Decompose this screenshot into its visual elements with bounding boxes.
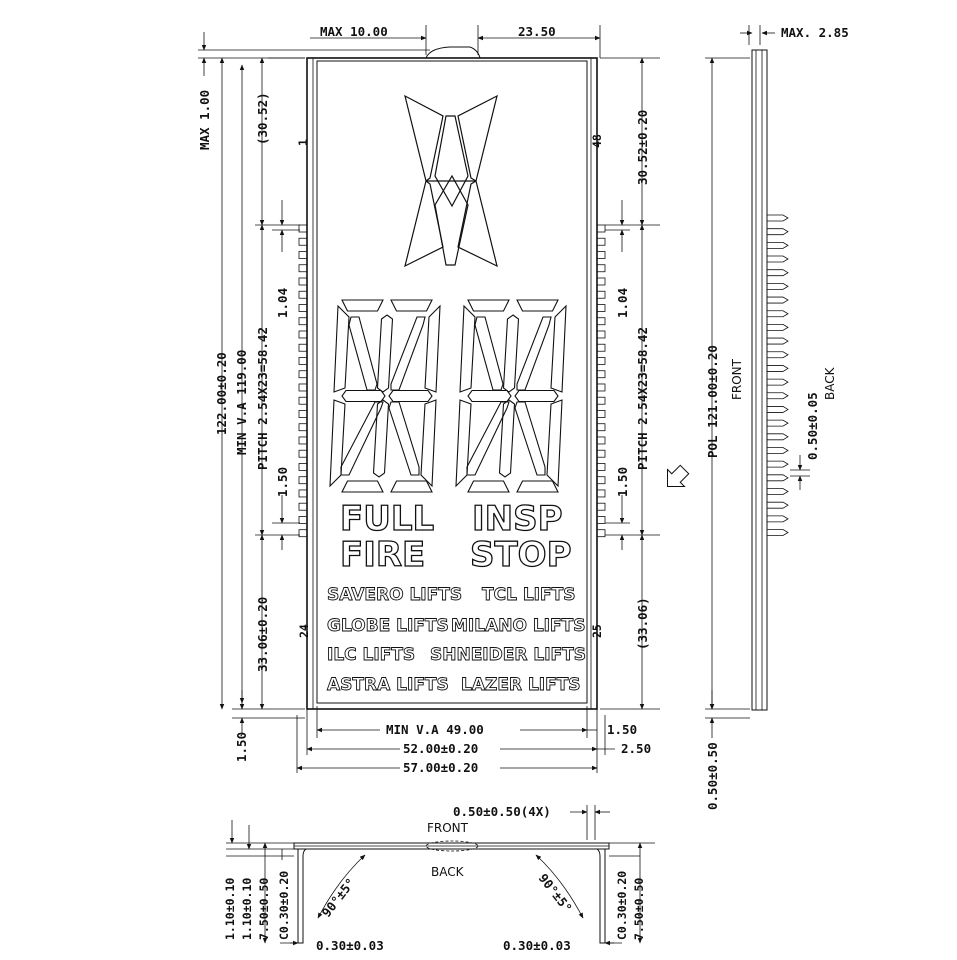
lcd-word-fire: FIRE: [340, 535, 426, 575]
dim-max-1: MAX 1.00: [197, 89, 212, 150]
dim-7-50-right: 7.50±0.50: [632, 877, 646, 940]
glass-outline: [307, 58, 597, 709]
lcd-brand: LAZER LIFTS: [461, 675, 581, 695]
segment: [342, 300, 383, 311]
side-pin: [767, 434, 788, 440]
segment: [330, 400, 345, 486]
pin: [299, 503, 307, 510]
side-pin: [767, 352, 788, 358]
segment: [517, 317, 551, 390]
pin: [597, 410, 605, 417]
module-side-view: [705, 25, 849, 810]
pin: [597, 304, 605, 311]
side-pin: [767, 215, 788, 221]
dimension-33-06-right: [635, 535, 650, 709]
dim-pitch-left: PITCH 2.54X23=58.42: [255, 327, 270, 470]
lcd-brand: TCL LIFTS: [482, 585, 576, 605]
lcd-brand: SAVERO LIFTS: [327, 585, 463, 605]
lcd-brand: ILC LIFTS: [327, 645, 416, 665]
side-pin: [767, 311, 788, 317]
dim-0-30-left: 0.30±0.03: [316, 938, 384, 953]
dim-min-va-119: MIN V.A 119.00: [234, 349, 249, 455]
label-back-end: BACK: [431, 865, 464, 879]
side-pin: [767, 420, 788, 426]
dim-max-2-85: MAX. 2.85: [781, 25, 849, 40]
pin: [597, 437, 605, 444]
dimension-30-52-left: [255, 58, 270, 225]
pin: [299, 424, 307, 431]
lcd-word-full: FULL: [340, 499, 435, 539]
side-pin: [767, 324, 788, 330]
pin: [299, 410, 307, 417]
dim-33-06: 33.06±0.20: [255, 596, 270, 672]
dimension-30-52-right: [635, 58, 650, 225]
pin: [597, 477, 605, 484]
pin: [597, 450, 605, 457]
pin: [597, 318, 605, 325]
lcd-brand: SHNEIDER LIFTS: [430, 645, 586, 665]
segment: [342, 481, 383, 492]
side-pin: [767, 489, 788, 495]
pin: [597, 344, 605, 351]
segment: [515, 391, 558, 402]
pin: [299, 304, 307, 311]
right-extension-lines: [600, 58, 660, 709]
segment: [551, 306, 566, 392]
dim-1-50-right: 1.50: [615, 466, 630, 497]
pin: [299, 225, 307, 232]
pin: [299, 318, 307, 325]
dim-1-10-a: 1.10±0.10: [223, 877, 237, 940]
segment: [391, 300, 432, 311]
orientation-arrow-icon: [659, 461, 693, 495]
pin: [299, 238, 307, 245]
dim-30-52: 30.52±0.20: [635, 109, 650, 185]
pin: [299, 251, 307, 258]
segment: [421, 400, 436, 486]
pin: [597, 397, 605, 404]
dim-1-04-right: 1.04: [615, 287, 630, 318]
dimension-52: [307, 740, 651, 756]
pin: [597, 225, 605, 232]
dimension-pitch-left: [255, 200, 300, 550]
pin: [299, 490, 307, 497]
dimension-min-va-119: [234, 65, 249, 703]
segment: [475, 317, 503, 390]
pin-number-24: 24: [297, 624, 311, 638]
pin: [299, 450, 307, 457]
dim-c030-left: C0.30±0.20: [277, 870, 291, 940]
dim-pin-0-50: 0.50±0.05: [805, 392, 820, 460]
lcd-brand: MILANO LIFTS: [451, 616, 586, 636]
dim-0-30-right: 0.30±0.03: [503, 938, 571, 953]
dim-0-50-4x: 0.50±0.50(4X): [453, 804, 551, 819]
side-pin: [767, 406, 788, 412]
segment: [500, 400, 515, 477]
side-pin: [767, 475, 788, 481]
dim-1-04-left: 1.04: [275, 287, 290, 318]
side-pin: [767, 270, 788, 276]
dim-2-50: 2.50: [621, 741, 652, 756]
segment: [515, 402, 545, 475]
segment: [342, 391, 385, 402]
side-pin: [767, 530, 788, 536]
segment: [334, 306, 349, 392]
pin: [299, 291, 307, 298]
dimension-33-06-left: [255, 535, 270, 709]
dim-c030-right: C0.30±0.20: [615, 870, 629, 940]
pin: [299, 437, 307, 444]
angle-right: 90°±5°: [535, 870, 576, 916]
label-front-side: FRONT: [730, 359, 744, 400]
pin: [299, 331, 307, 338]
pin: [299, 530, 307, 537]
angle-left: 90°±5°: [318, 875, 359, 920]
segment: [425, 306, 440, 392]
pin: [597, 357, 605, 364]
lcd-word-stop: STOP: [470, 535, 572, 575]
segment: [460, 306, 475, 392]
pin: [299, 477, 307, 484]
segment: [468, 481, 509, 492]
dim-122: 122.00±0.20: [214, 352, 229, 435]
dimension-min-va-49: [317, 721, 637, 737]
digit: [330, 300, 440, 492]
pin: [597, 503, 605, 510]
module-front-view: [299, 47, 605, 709]
pin: [597, 384, 605, 391]
pin: [299, 384, 307, 391]
lcd-word-insp: INSP: [472, 499, 563, 539]
pin: [597, 251, 605, 258]
segment: [456, 400, 471, 486]
pin: [299, 357, 307, 364]
side-pin: [767, 461, 788, 467]
side-pin-row: [767, 215, 788, 536]
lcd-brand: GLOBE LIFTS: [327, 616, 449, 636]
dim-pol-121: POL 121.00±0.20: [705, 345, 720, 458]
dim-33-06-paren: (33.06): [635, 597, 650, 650]
dimension-57: [297, 759, 597, 775]
pin: [299, 397, 307, 404]
dim-23-50: 23.50: [518, 24, 556, 39]
segment: [389, 402, 419, 475]
pin: [597, 265, 605, 272]
dim-1-50-left: 1.50: [275, 466, 290, 497]
side-pin: [767, 242, 788, 248]
pin: [597, 238, 605, 245]
side-pin: [767, 297, 788, 303]
label-back-side: BACK: [823, 367, 837, 400]
hourglass-symbol: [405, 96, 497, 266]
pin-number-1: 1: [296, 139, 310, 146]
edge-seal: [426, 47, 480, 58]
dim-7-50-left: 7.50±0.50: [257, 877, 271, 940]
pin: [597, 278, 605, 285]
dimension-1-50-bottom-left: [234, 690, 249, 762]
side-pin: [767, 516, 788, 522]
dim-min-va-49: MIN V.A 49.00: [386, 722, 484, 737]
pin-row-right: [597, 225, 605, 537]
segment: [547, 400, 562, 486]
pin: [597, 291, 605, 298]
label-front-end: FRONT: [427, 821, 468, 835]
pin: [299, 278, 307, 285]
sixteen-segment-digits: [330, 300, 566, 492]
pin: [299, 265, 307, 272]
segment: [391, 481, 432, 492]
segment: [468, 300, 509, 311]
side-pin: [767, 379, 788, 385]
segment: [389, 391, 432, 402]
pin: [299, 371, 307, 378]
pin-number-48: 48: [590, 134, 604, 148]
dimension-122: [214, 58, 229, 709]
pin-number-25: 25: [590, 624, 604, 638]
viewing-area-outline: [317, 61, 587, 703]
side-pin: [767, 365, 788, 371]
dim-1-50-bottom-left: 1.50: [234, 731, 249, 762]
lcd-brand: ASTRA LIFTS: [327, 675, 449, 695]
pin: [597, 530, 605, 537]
module-end-view: [223, 804, 655, 953]
side-pin: [767, 229, 788, 235]
side-pin: [767, 502, 788, 508]
pin: [299, 463, 307, 470]
dim-52: 52.00±0.20: [403, 741, 479, 756]
dim-max-10: MAX 10.00: [320, 24, 388, 39]
pin: [299, 516, 307, 523]
segment: [391, 317, 425, 390]
side-pin: [767, 256, 788, 262]
side-pin: [767, 283, 788, 289]
polarizer-outline: [313, 58, 591, 709]
side-pin: [767, 393, 788, 399]
segment: [378, 315, 393, 392]
pin: [299, 344, 307, 351]
dim-57: 57.00±0.20: [403, 760, 479, 775]
side-pin: [767, 447, 788, 453]
dimension-pitch-right: [615, 200, 650, 550]
dim-30-52-paren: (30.52): [255, 92, 270, 145]
pin: [597, 331, 605, 338]
segment: [517, 300, 558, 311]
dimension-top: [310, 24, 600, 58]
pin: [597, 463, 605, 470]
dim-1-50-bottom-right: 1.50: [607, 722, 638, 737]
pin: [597, 371, 605, 378]
side-pin: [767, 338, 788, 344]
pin-row-left: [299, 225, 307, 537]
digit: [456, 300, 566, 492]
pin: [597, 516, 605, 523]
dim-pitch-right: PITCH 2.54X23=58.42: [635, 327, 650, 470]
segment: [374, 400, 389, 477]
segment: [349, 317, 377, 390]
segment: [517, 481, 558, 492]
dim-1-10-b: 1.10±0.10: [240, 877, 254, 940]
pin: [597, 424, 605, 431]
segment: [504, 315, 519, 392]
dim-side-0-50: 0.50±0.50: [705, 742, 720, 810]
segment: [468, 391, 511, 402]
pin: [597, 490, 605, 497]
